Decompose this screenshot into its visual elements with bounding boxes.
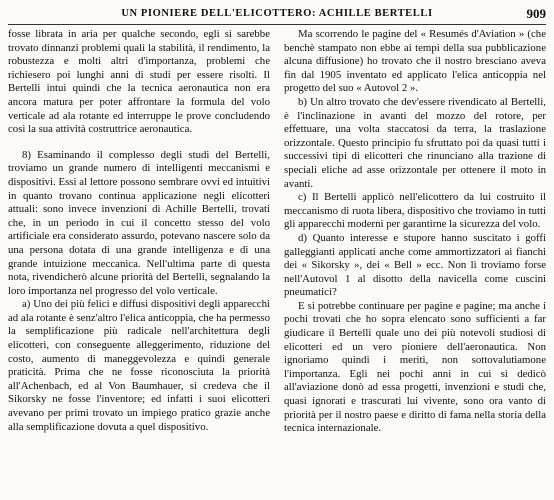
running-header [8, 6, 546, 26]
paragraph-item-d: d) Quanto interesse e stupore hanno suscitato i goffi galleggianti applicati anche come ammortizzatori ai fianchi dei « Sikorsky », dei « Bell » ecc. Non li troviamo forse nell'Autovol 1 al disotto della navicella come cuscini pneumatici? [284, 231, 546, 299]
paragraph-item-b: b) Un altro trovato che dev'essere rivendicato al Bertelli, è l'inclinazione in avanti del mozzo del rotore, per effettuare, una volta staccatosi da terra, la traslazione orizzontale. Questo principio fu sfruttato poi da quasi tutti i successivi tipi di elicotteri che rinunciano alla trazione di speciali eliche ad asse orizzontale per ottenere il moto in avanti. [284, 95, 546, 190]
page-number: 909 [526, 6, 546, 21]
paragraph-section-8: 8) Esaminando il complesso degli studi del Bertelli, troviamo un grande numero di intelligenti meccanismi e dispositivi. Essi al lettore possono sembrare ovvi ed intuitivi in quanto trovano continua applicazione negli elicotteri attuali: sono invece invenzioni di Achille Bertelli, trovati che, in un periodo in cui il concetto stesso del volo artificiale era considerato assurdo, potevano nascere solo da una persona dotata di una grande intelligenza e di una grande intuizione meccanica. Nell'ultima parte di questa nota, rivendicherò alcune priorità del Bertelli, segnalando la loro importanza nel progresso del volo verticale. [8, 148, 270, 297]
paragraph-item-c: c) Il Bertelli applicò nell'elicottero da lui costruito il meccanismo di ruota libera, dispositivo che troviamo in tutti gli apparecchi moderni per garantirne la sicurezza del volo. [284, 191, 546, 231]
left-column [8, 28, 270, 436]
paragraph-continuation: fosse librata in aria per qualche secondo, egli si sarebbe trovato dinnanzi problemi quali la stabilità, il rendimento, la robustezza e molti altri d'importanza, problemi che richiesero poi lunghi anni di studi per essere risolti. Il Bertelli intuì quindi che la tecnica aeronautica non era ancora matura per poter affrontare la formula del volo verticale ad ala rotante ed interruppe le prove concludendo così la sua attività costruttrice aeronautica. [8, 28, 270, 136]
header-rule [8, 24, 546, 25]
right-column [284, 28, 546, 436]
paragraph-item-a: a) Uno dei più felici e diffusi dispositivi degli apparecchi ad ala rotante è senz'altro l'elica anticoppia, che ha permesso la semplificazione più radicale nell'architettura degli elicotteri, con conseguente alleggerimento, riduzione del costo, aumento di maneggevolezza e quindi generale praticità. Prima che ne fosse riconosciuta la priorità all'Achenbach, ed al Von Baumhauer, si credeva che il Sikorsky ne fosse l'inventore; ed infatti i suoi elicotteri avevano per primi trovato un impiego pratico grazie anche alla semplificazione dovuta a quel dispositivo. [8, 298, 270, 433]
paragraph-conclusion: E si potrebbe continuare per pagine e pagine; ma anche i pochi trovati che ho sopra elencato sono sufficienti a far giudicare il Bertelli quale uno dei più notevoli studiosi di elicotteri ed un vero pioniere dell'aeronautica. Non ignoriamo quindi i meriti, non sottovalutiamone l'importanza. Egli nei pochi anni in cui si dedicò all'aviazione donò ad essa progetti, invenzioni e studi che, quasi ignorati e trascurati lui vivente, sono ora vanto di priorità per il nostro paese e diritto di fama nella storia della tecnica internazionale. [284, 299, 546, 435]
body-columns [8, 28, 546, 436]
running-title: UN PIONIERE DELL'ELICOTTERO: ACHILLE BERTELLI [121, 8, 433, 19]
paragraph-resumes: Ma scorrendo le pagine del « Resumés d'Aviation » (che benchè stampato non ebbe ai tempi della sua pubblicazione alcuna diffusione) ho trovato che il nostro bresciano aveva fin dal 1905 inventato ed applicato l'elica anticoppia nel progetto del suo « Autovol 2 ». [284, 28, 546, 95]
